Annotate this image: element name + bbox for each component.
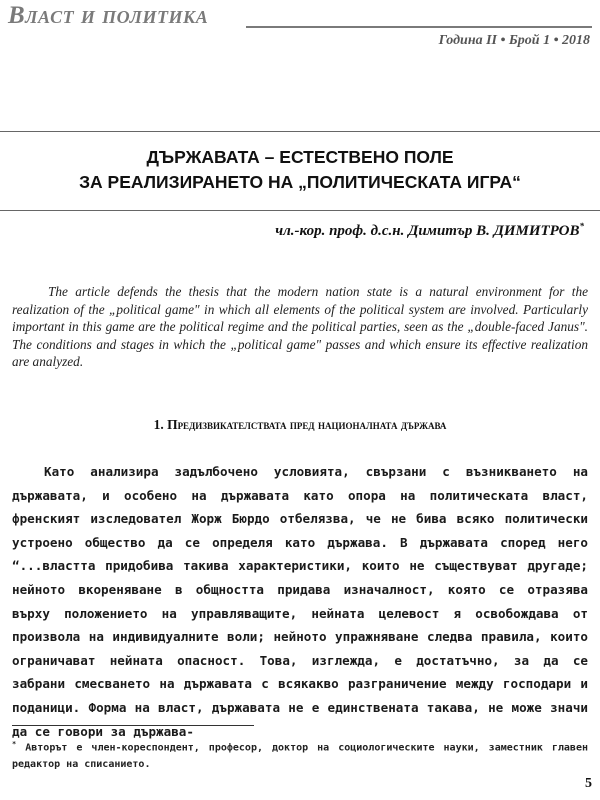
running-header [8,2,592,54]
header-rule [246,26,592,28]
footnote-rule [12,725,254,726]
issue-line: Година II • Брой 1 • 2018 [438,33,590,48]
page-number: 5 [585,776,592,791]
body-paragraph: Като анализира задълбочено условията, свързани с възникването на държавата, и особено на държавата като опора на политическата власт, френският изследовател Жорж Бюрдо отбелязва, че не бива всяко политически устроено общество да се определя като държава. В държавата според него “...властта придобива такива характеристики, които не съществуват другаде; нейното вкореняване в общността придава изначалност, която се отразява върху положението на управляващите, нейната целевост я освобождава от произвола на индивидуалните воли; нейното упражняване следва правила, които ограничават нейната опасност. Това, изглежда, е достатъчно, за да се забрани смесването на държавата с всякакво разграничение между господари и поданици. Форма на власт, държавата не е единствената такава, не може значи да се говори за държава- [12,464,588,739]
author-name: чл.-кор. проф. д.с.н. Димитър В. ДИМИТРОВ [275,223,580,239]
journal-title: Власт и политика [8,2,209,29]
article-title-line-1: ДЪРЖАВАТА – ЕСТЕСТВЕНО ПОЛЕ [146,147,454,167]
footnote-text: Авторът е член-кореспондент, професор, доктор на социологическите науки, заместник главен редактор на списанието. [12,742,588,771]
footnote [12,736,588,773]
section-heading: 1. Предизвикателствата пред националната държава [153,417,447,432]
author-line [275,221,584,240]
footnote-marker: * [12,740,17,748]
article-title-line-2: ЗА РЕАЛИЗИРАНЕТО НА „ПОЛИТИЧЕСКАТА ИГРА“ [79,172,521,192]
author-footnote-marker: * [579,221,584,231]
abstract: The article defends the thesis that the modern nation state is a natural environment for the realization of the „political game" in which all elements of the political system are involved. Particularly important in this game are the political regime and the political parties, seen as the „double-faced Janus". The conditions and stages in which the „political game" passes and which ensure its effective realization are analyzed. [12,284,588,370]
article-title-box [0,131,600,211]
